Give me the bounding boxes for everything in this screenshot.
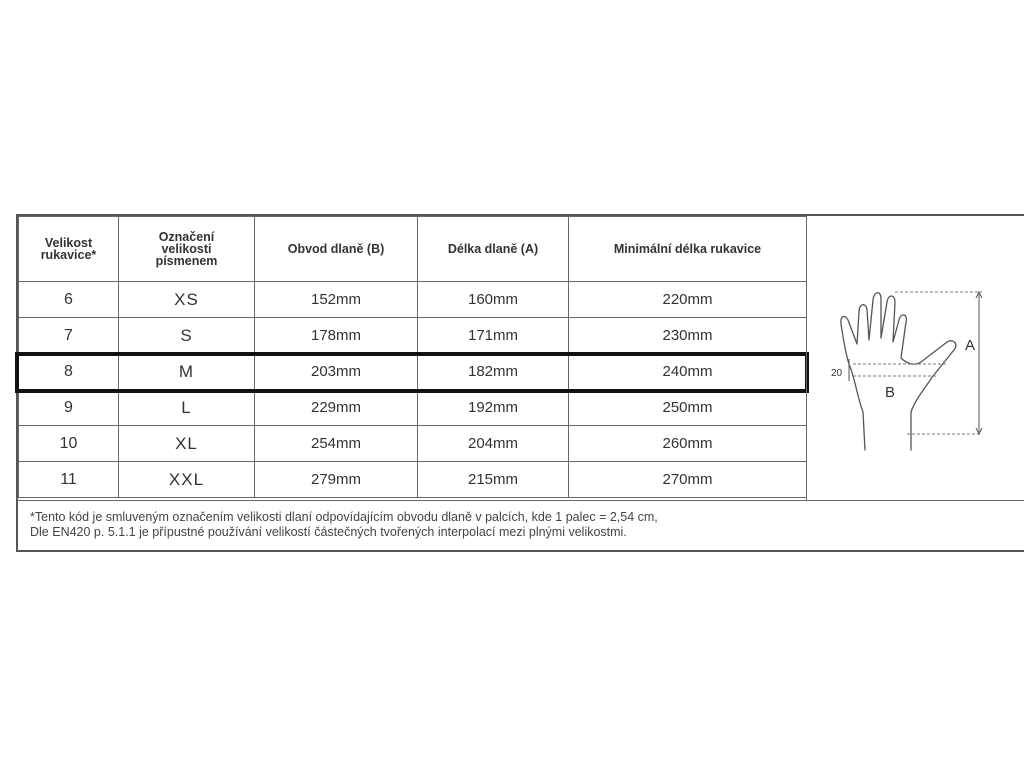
header-row [19,217,807,282]
cell-length: 204mm [418,426,569,462]
glove-size-chart [16,214,1024,552]
cell-min-glove: 230mm [569,318,807,354]
cell-size: 7 [19,318,119,354]
table-row [19,318,807,354]
footnote-line-2: Dle EN420 p. 5.1.1 je přípustné používání velikostí částečných tvořených interpolací mezi plnými velikostmi. [30,525,627,539]
cell-size: 6 [19,282,119,318]
cell-letter: L [119,390,255,426]
cell-circumference: 254mm [255,426,418,462]
cell-letter: XXL [119,462,255,498]
header-letter: Označení velikosti písmenem [119,217,255,282]
cell-circumference: 152mm [255,282,418,318]
cell-letter: XL [119,426,255,462]
label-a: A [965,337,976,354]
header-length: Délka dlaně (A) [418,217,569,282]
cell-letter: S [119,318,255,354]
cell-circumference: 229mm [255,390,418,426]
header-circumference: Obvod dlaně (B) [255,217,418,282]
table-row [19,390,807,426]
dimension-arrows [849,292,982,434]
cell-length: 160mm [418,282,569,318]
footnote-line-1: *Tento kód je smluveným označením velikosti dlaní odpovídajícím obvodu dlaně v palcích, kde 1 palec = 2,54 cm, [30,510,658,524]
cell-circumference: 178mm [255,318,418,354]
hand-diagram-cell [806,216,1024,500]
cell-size: 9 [19,390,119,426]
cell-circumference: 203mm [255,354,418,390]
footnote [18,500,1024,552]
cell-min-glove: 250mm [569,390,807,426]
table-row [19,282,807,318]
table-row-highlighted [19,354,807,390]
label-b: B [885,384,896,401]
cell-min-glove: 240mm [569,354,807,390]
cell-length: 192mm [418,390,569,426]
header-size: Velikost rukavice* [19,217,119,282]
hand-diagram [807,216,1024,500]
table-row [19,426,807,462]
hand-outline-icon [841,293,956,450]
cell-circumference: 279mm [255,462,418,498]
cell-size: 11 [19,462,119,498]
label-20: 20 [831,368,843,379]
cell-min-glove: 260mm [569,426,807,462]
cell-min-glove: 220mm [569,282,807,318]
table-row [19,462,807,498]
cell-letter: XS [119,282,255,318]
cell-letter: M [119,354,255,390]
cell-length: 182mm [418,354,569,390]
size-table [18,216,807,498]
header-min-glove-length: Minimální délka rukavice [569,217,807,282]
cell-length: 171mm [418,318,569,354]
cell-length: 215mm [418,462,569,498]
cell-size: 8 [19,354,119,390]
cell-size: 10 [19,426,119,462]
cell-min-glove: 270mm [569,462,807,498]
